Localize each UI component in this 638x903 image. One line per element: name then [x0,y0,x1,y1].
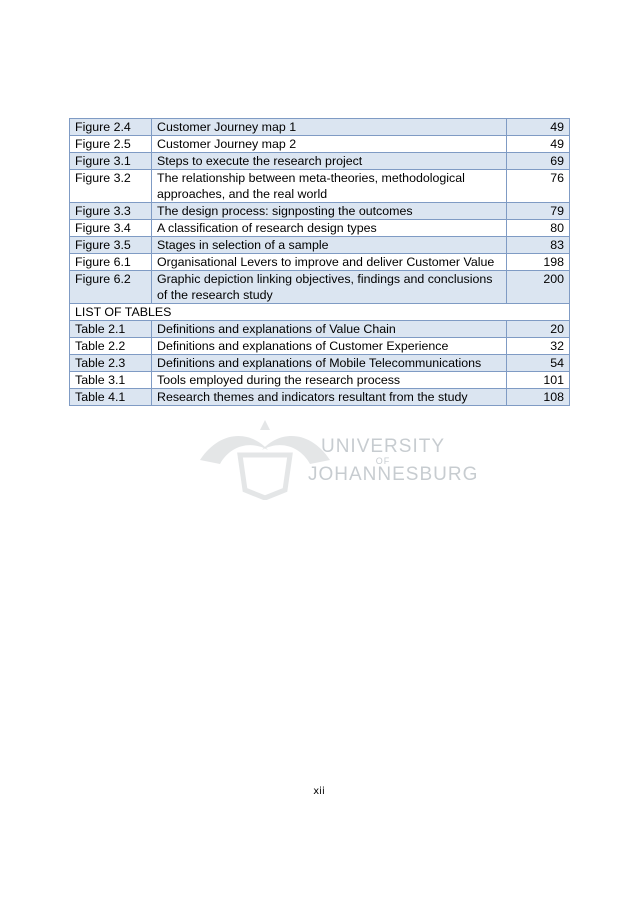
watermark-line2: OF [375,456,391,466]
entry-title: Definitions and explanations of Mobile Telecommunications [152,355,507,372]
watermark-text [308,436,479,485]
entry-label: Figure 2.4 [70,119,152,136]
entry-label: Table 2.3 [70,355,152,372]
entry-label: Figure 6.1 [70,254,152,271]
list-of-tables-heading-row [70,304,570,321]
entry-page: 32 [507,338,570,355]
figure-row [70,237,570,254]
entry-page: 79 [507,203,570,220]
entry-page: 49 [507,136,570,153]
entry-page: 108 [507,389,570,406]
watermark-line1: UNIVERSITY [320,436,446,457]
entry-page: 20 [507,321,570,338]
entry-label: Table 3.1 [70,372,152,389]
contents-table-body [70,119,570,406]
entry-page: 49 [507,119,570,136]
figure-row [70,136,570,153]
entry-page: 80 [507,220,570,237]
table-row [70,389,570,406]
entry-page: 101 [507,372,570,389]
entry-label: Figure 3.2 [70,170,152,203]
entry-label: Figure 3.1 [70,153,152,170]
entry-title: Research themes and indicators resultant from the study [152,389,507,406]
entry-title: The relationship between meta-theories, methodological approaches, and the real world [152,170,507,203]
entry-label: Figure 3.3 [70,203,152,220]
page-number: xii [313,786,325,797]
figure-row [70,170,570,203]
entry-title: Customer Journey map 2 [152,136,507,153]
entry-page: 54 [507,355,570,372]
entry-page: 69 [507,153,570,170]
entry-label: Table 2.2 [70,338,152,355]
entry-label: Figure 3.5 [70,237,152,254]
entry-title: Organisational Levers to improve and deliver Customer Value [152,254,507,271]
watermark-line3: JOHANNESBURG [308,464,479,485]
entry-title: Definitions and explanations of Value Chain [152,321,507,338]
table-row [70,355,570,372]
entry-page: 200 [507,271,570,304]
list-of-tables-heading: LIST OF TABLES [70,304,570,321]
entry-title: Customer Journey map 1 [152,119,507,136]
figure-row [70,153,570,170]
entry-title: Tools employed during the research process [152,372,507,389]
figure-row [70,254,570,271]
entry-label: Table 4.1 [70,389,152,406]
entry-title: The design process: signposting the outcomes [152,203,507,220]
entry-title: Stages in selection of a sample [152,237,507,254]
entry-title: Steps to execute the research project [152,153,507,170]
entry-label: Figure 6.2 [70,271,152,304]
table-row [70,338,570,355]
table-row [70,372,570,389]
figure-row [70,271,570,304]
entry-label: Table 2.1 [70,321,152,338]
entry-title: Definitions and explanations of Customer Experience [152,338,507,355]
figure-row [70,203,570,220]
entry-page: 76 [507,170,570,203]
figure-row [70,119,570,136]
entry-page: 198 [507,254,570,271]
entry-page: 83 [507,237,570,254]
entry-label: Figure 2.5 [70,136,152,153]
table-row [70,321,570,338]
contents-table [69,118,570,406]
figure-row [70,220,570,237]
entry-title: Graphic depiction linking objectives, findings and conclusions of the research study [152,271,507,304]
entry-label: Figure 3.4 [70,220,152,237]
entry-title: A classification of research design types [152,220,507,237]
